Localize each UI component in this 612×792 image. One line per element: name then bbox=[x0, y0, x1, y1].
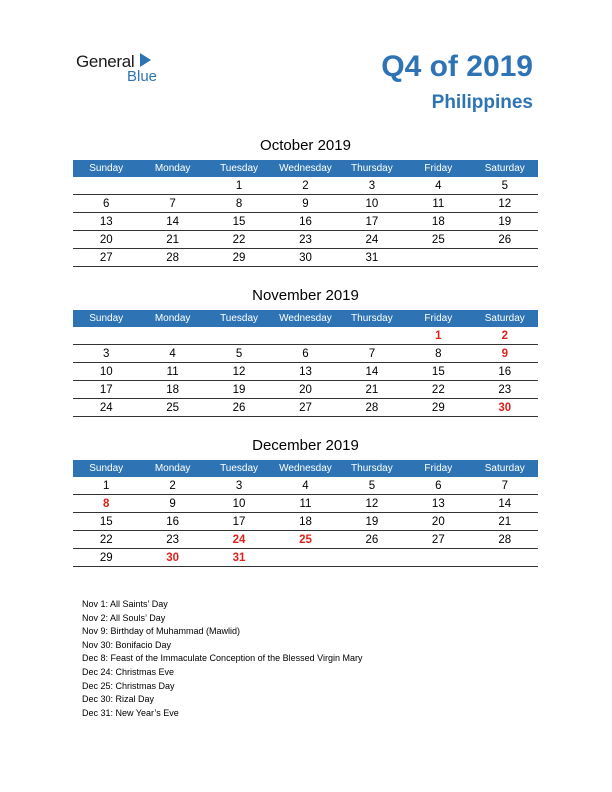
logo-blue-text: Blue bbox=[127, 68, 158, 85]
day-cell: 30 bbox=[139, 549, 205, 567]
calendar-table bbox=[73, 310, 538, 417]
day-cell: 1 bbox=[405, 327, 471, 345]
day-cell: 23 bbox=[472, 381, 538, 399]
day-cell: 19 bbox=[206, 381, 272, 399]
day-cell: 26 bbox=[206, 399, 272, 417]
day-cell: 5 bbox=[206, 345, 272, 363]
day-cell: 27 bbox=[272, 399, 338, 417]
week-row bbox=[73, 513, 538, 531]
day-cell: 7 bbox=[339, 345, 405, 363]
day-cell: 29 bbox=[405, 399, 471, 417]
day-cell: 18 bbox=[405, 213, 471, 231]
month-october bbox=[73, 138, 538, 267]
day-cell: 28 bbox=[339, 399, 405, 417]
day-cell: 12 bbox=[339, 495, 405, 513]
brand-logo bbox=[76, 52, 158, 85]
day-cell: 11 bbox=[139, 363, 205, 381]
day-cell: 13 bbox=[73, 213, 139, 231]
week-row bbox=[73, 363, 538, 381]
weekday-header: Tuesday bbox=[206, 310, 272, 327]
day-cell: 31 bbox=[339, 249, 405, 267]
day-cell: 19 bbox=[339, 513, 405, 531]
holiday-item: Nov 2: All Souls’ Day bbox=[82, 612, 166, 623]
day-cell: 15 bbox=[206, 213, 272, 231]
day-cell: 29 bbox=[206, 249, 272, 267]
day-cell: 10 bbox=[73, 363, 139, 381]
empty-day-cell bbox=[472, 549, 538, 567]
day-cell: 23 bbox=[272, 231, 338, 249]
week-row bbox=[73, 531, 538, 549]
weekday-header: Monday bbox=[139, 310, 205, 327]
day-cell: 15 bbox=[73, 513, 139, 531]
day-cell: 16 bbox=[139, 513, 205, 531]
weekday-header: Thursday bbox=[339, 310, 405, 327]
day-cell: 7 bbox=[139, 195, 205, 213]
day-cell: 2 bbox=[272, 177, 338, 195]
day-cell: 21 bbox=[139, 231, 205, 249]
weekday-header-row bbox=[73, 460, 538, 477]
empty-day-cell bbox=[472, 249, 538, 267]
day-cell: 9 bbox=[139, 495, 205, 513]
day-cell: 9 bbox=[272, 195, 338, 213]
day-cell: 4 bbox=[405, 177, 471, 195]
holiday-item: Nov 9: Birthday of Muhammad (Mawlid) bbox=[82, 626, 241, 637]
holiday-list bbox=[82, 598, 362, 720]
empty-day-cell bbox=[339, 327, 405, 345]
day-cell: 10 bbox=[206, 495, 272, 513]
day-cell: 10 bbox=[339, 195, 405, 213]
weekday-header: Tuesday bbox=[206, 160, 272, 177]
empty-day-cell bbox=[73, 177, 139, 195]
day-cell: 20 bbox=[405, 513, 471, 531]
day-cell: 8 bbox=[206, 195, 272, 213]
empty-day-cell bbox=[405, 249, 471, 267]
page-title: Q4 of 2019 bbox=[381, 50, 533, 83]
week-row bbox=[73, 477, 538, 495]
logo-general-text: General bbox=[76, 52, 135, 71]
day-cell: 21 bbox=[339, 381, 405, 399]
week-row bbox=[73, 177, 538, 195]
weekday-header: Friday bbox=[405, 310, 471, 327]
day-cell: 25 bbox=[405, 231, 471, 249]
day-cell: 14 bbox=[472, 495, 538, 513]
day-cell: 11 bbox=[405, 195, 471, 213]
day-cell: 4 bbox=[139, 345, 205, 363]
day-cell: 2 bbox=[139, 477, 205, 495]
week-row bbox=[73, 213, 538, 231]
day-cell: 17 bbox=[339, 213, 405, 231]
day-cell: 21 bbox=[472, 513, 538, 531]
day-cell: 27 bbox=[405, 531, 471, 549]
day-cell: 12 bbox=[206, 363, 272, 381]
calendar-table bbox=[73, 160, 538, 267]
weekday-header: Sunday bbox=[73, 460, 139, 477]
day-cell: 28 bbox=[472, 531, 538, 549]
week-row bbox=[73, 495, 538, 513]
weekday-header: Tuesday bbox=[206, 460, 272, 477]
day-cell: 6 bbox=[405, 477, 471, 495]
day-cell: 3 bbox=[339, 177, 405, 195]
day-cell: 22 bbox=[73, 531, 139, 549]
day-cell: 27 bbox=[73, 249, 139, 267]
day-cell: 18 bbox=[139, 381, 205, 399]
day-cell: 16 bbox=[472, 363, 538, 381]
day-cell: 23 bbox=[139, 531, 205, 549]
holiday-item: Dec 25: Christmas Day bbox=[82, 680, 175, 691]
weekday-header: Wednesday bbox=[272, 460, 338, 477]
empty-day-cell bbox=[139, 177, 205, 195]
day-cell: 11 bbox=[272, 495, 338, 513]
holiday-item: Dec 30: Rizal Day bbox=[82, 694, 155, 705]
weekday-header-row bbox=[73, 310, 538, 327]
day-cell: 14 bbox=[139, 213, 205, 231]
day-cell: 20 bbox=[272, 381, 338, 399]
day-cell: 30 bbox=[472, 399, 538, 417]
day-cell: 25 bbox=[139, 399, 205, 417]
day-cell: 17 bbox=[73, 381, 139, 399]
day-cell: 3 bbox=[73, 345, 139, 363]
day-cell: 1 bbox=[206, 177, 272, 195]
empty-day-cell bbox=[339, 549, 405, 567]
day-cell: 8 bbox=[405, 345, 471, 363]
day-cell: 22 bbox=[206, 231, 272, 249]
day-cell: 2 bbox=[472, 327, 538, 345]
day-cell: 13 bbox=[272, 363, 338, 381]
weekday-header: Thursday bbox=[339, 160, 405, 177]
weekday-header-row bbox=[73, 160, 538, 177]
week-row bbox=[73, 345, 538, 363]
weekday-header: Monday bbox=[139, 160, 205, 177]
weekday-header: Saturday bbox=[472, 460, 538, 477]
day-cell: 14 bbox=[339, 363, 405, 381]
day-cell: 20 bbox=[73, 231, 139, 249]
day-cell: 28 bbox=[139, 249, 205, 267]
weekday-header: Friday bbox=[405, 460, 471, 477]
holiday-item: Nov 1: All Saints’ Day bbox=[82, 599, 168, 609]
week-row bbox=[73, 249, 538, 267]
holiday-item: Dec 31: New Year’s Eve bbox=[82, 707, 179, 718]
weekday-header: Monday bbox=[139, 460, 205, 477]
day-cell: 3 bbox=[206, 477, 272, 495]
empty-day-cell bbox=[206, 327, 272, 345]
day-cell: 12 bbox=[472, 195, 538, 213]
logo-flag-icon bbox=[140, 53, 151, 67]
holiday-item: Nov 30: Bonifacio Day bbox=[82, 639, 172, 650]
day-cell: 26 bbox=[339, 531, 405, 549]
day-cell: 24 bbox=[339, 231, 405, 249]
month-december bbox=[73, 438, 538, 567]
day-cell: 25 bbox=[272, 531, 338, 549]
empty-day-cell bbox=[139, 327, 205, 345]
day-cell: 5 bbox=[472, 177, 538, 195]
month-title: November 2019 bbox=[252, 287, 359, 304]
weekday-header: Saturday bbox=[472, 310, 538, 327]
week-row bbox=[73, 549, 538, 567]
day-cell: 8 bbox=[73, 495, 139, 513]
week-row bbox=[73, 381, 538, 399]
day-cell: 13 bbox=[405, 495, 471, 513]
day-cell: 15 bbox=[405, 363, 471, 381]
weekday-header: Wednesday bbox=[272, 160, 338, 177]
empty-day-cell bbox=[272, 549, 338, 567]
weekday-header: Friday bbox=[405, 160, 471, 177]
day-cell: 24 bbox=[206, 531, 272, 549]
weekday-header: Sunday bbox=[73, 310, 139, 327]
calendar-table bbox=[73, 460, 538, 567]
week-row bbox=[73, 327, 538, 345]
day-cell: 6 bbox=[73, 195, 139, 213]
weekday-header: Sunday bbox=[73, 160, 139, 177]
day-cell: 4 bbox=[272, 477, 338, 495]
weekday-header: Saturday bbox=[472, 160, 538, 177]
weekday-header: Thursday bbox=[339, 460, 405, 477]
week-row bbox=[73, 195, 538, 213]
weekday-header: Wednesday bbox=[272, 310, 338, 327]
day-cell: 31 bbox=[206, 549, 272, 567]
empty-day-cell bbox=[405, 549, 471, 567]
empty-day-cell bbox=[73, 327, 139, 345]
day-cell: 19 bbox=[472, 213, 538, 231]
day-cell: 29 bbox=[73, 549, 139, 567]
country-title: Philippines bbox=[431, 92, 533, 113]
week-row bbox=[73, 399, 538, 417]
day-cell: 30 bbox=[272, 249, 338, 267]
day-cell: 17 bbox=[206, 513, 272, 531]
day-cell: 9 bbox=[472, 345, 538, 363]
day-cell: 5 bbox=[339, 477, 405, 495]
day-cell: 16 bbox=[272, 213, 338, 231]
day-cell: 22 bbox=[405, 381, 471, 399]
week-row bbox=[73, 231, 538, 249]
day-cell: 26 bbox=[472, 231, 538, 249]
month-title: October 2019 bbox=[260, 137, 351, 154]
day-cell: 18 bbox=[272, 513, 338, 531]
month-november bbox=[73, 288, 538, 417]
holiday-item: Dec 24: Christmas Eve bbox=[82, 666, 175, 677]
day-cell: 24 bbox=[73, 399, 139, 417]
holiday-item: Dec 8: Feast of the Immaculate Conception of the Blessed Virgin Mary bbox=[82, 653, 363, 664]
day-cell: 6 bbox=[272, 345, 338, 363]
empty-day-cell bbox=[272, 327, 338, 345]
day-cell: 7 bbox=[472, 477, 538, 495]
month-title: December 2019 bbox=[252, 437, 359, 454]
day-cell: 1 bbox=[73, 477, 139, 495]
